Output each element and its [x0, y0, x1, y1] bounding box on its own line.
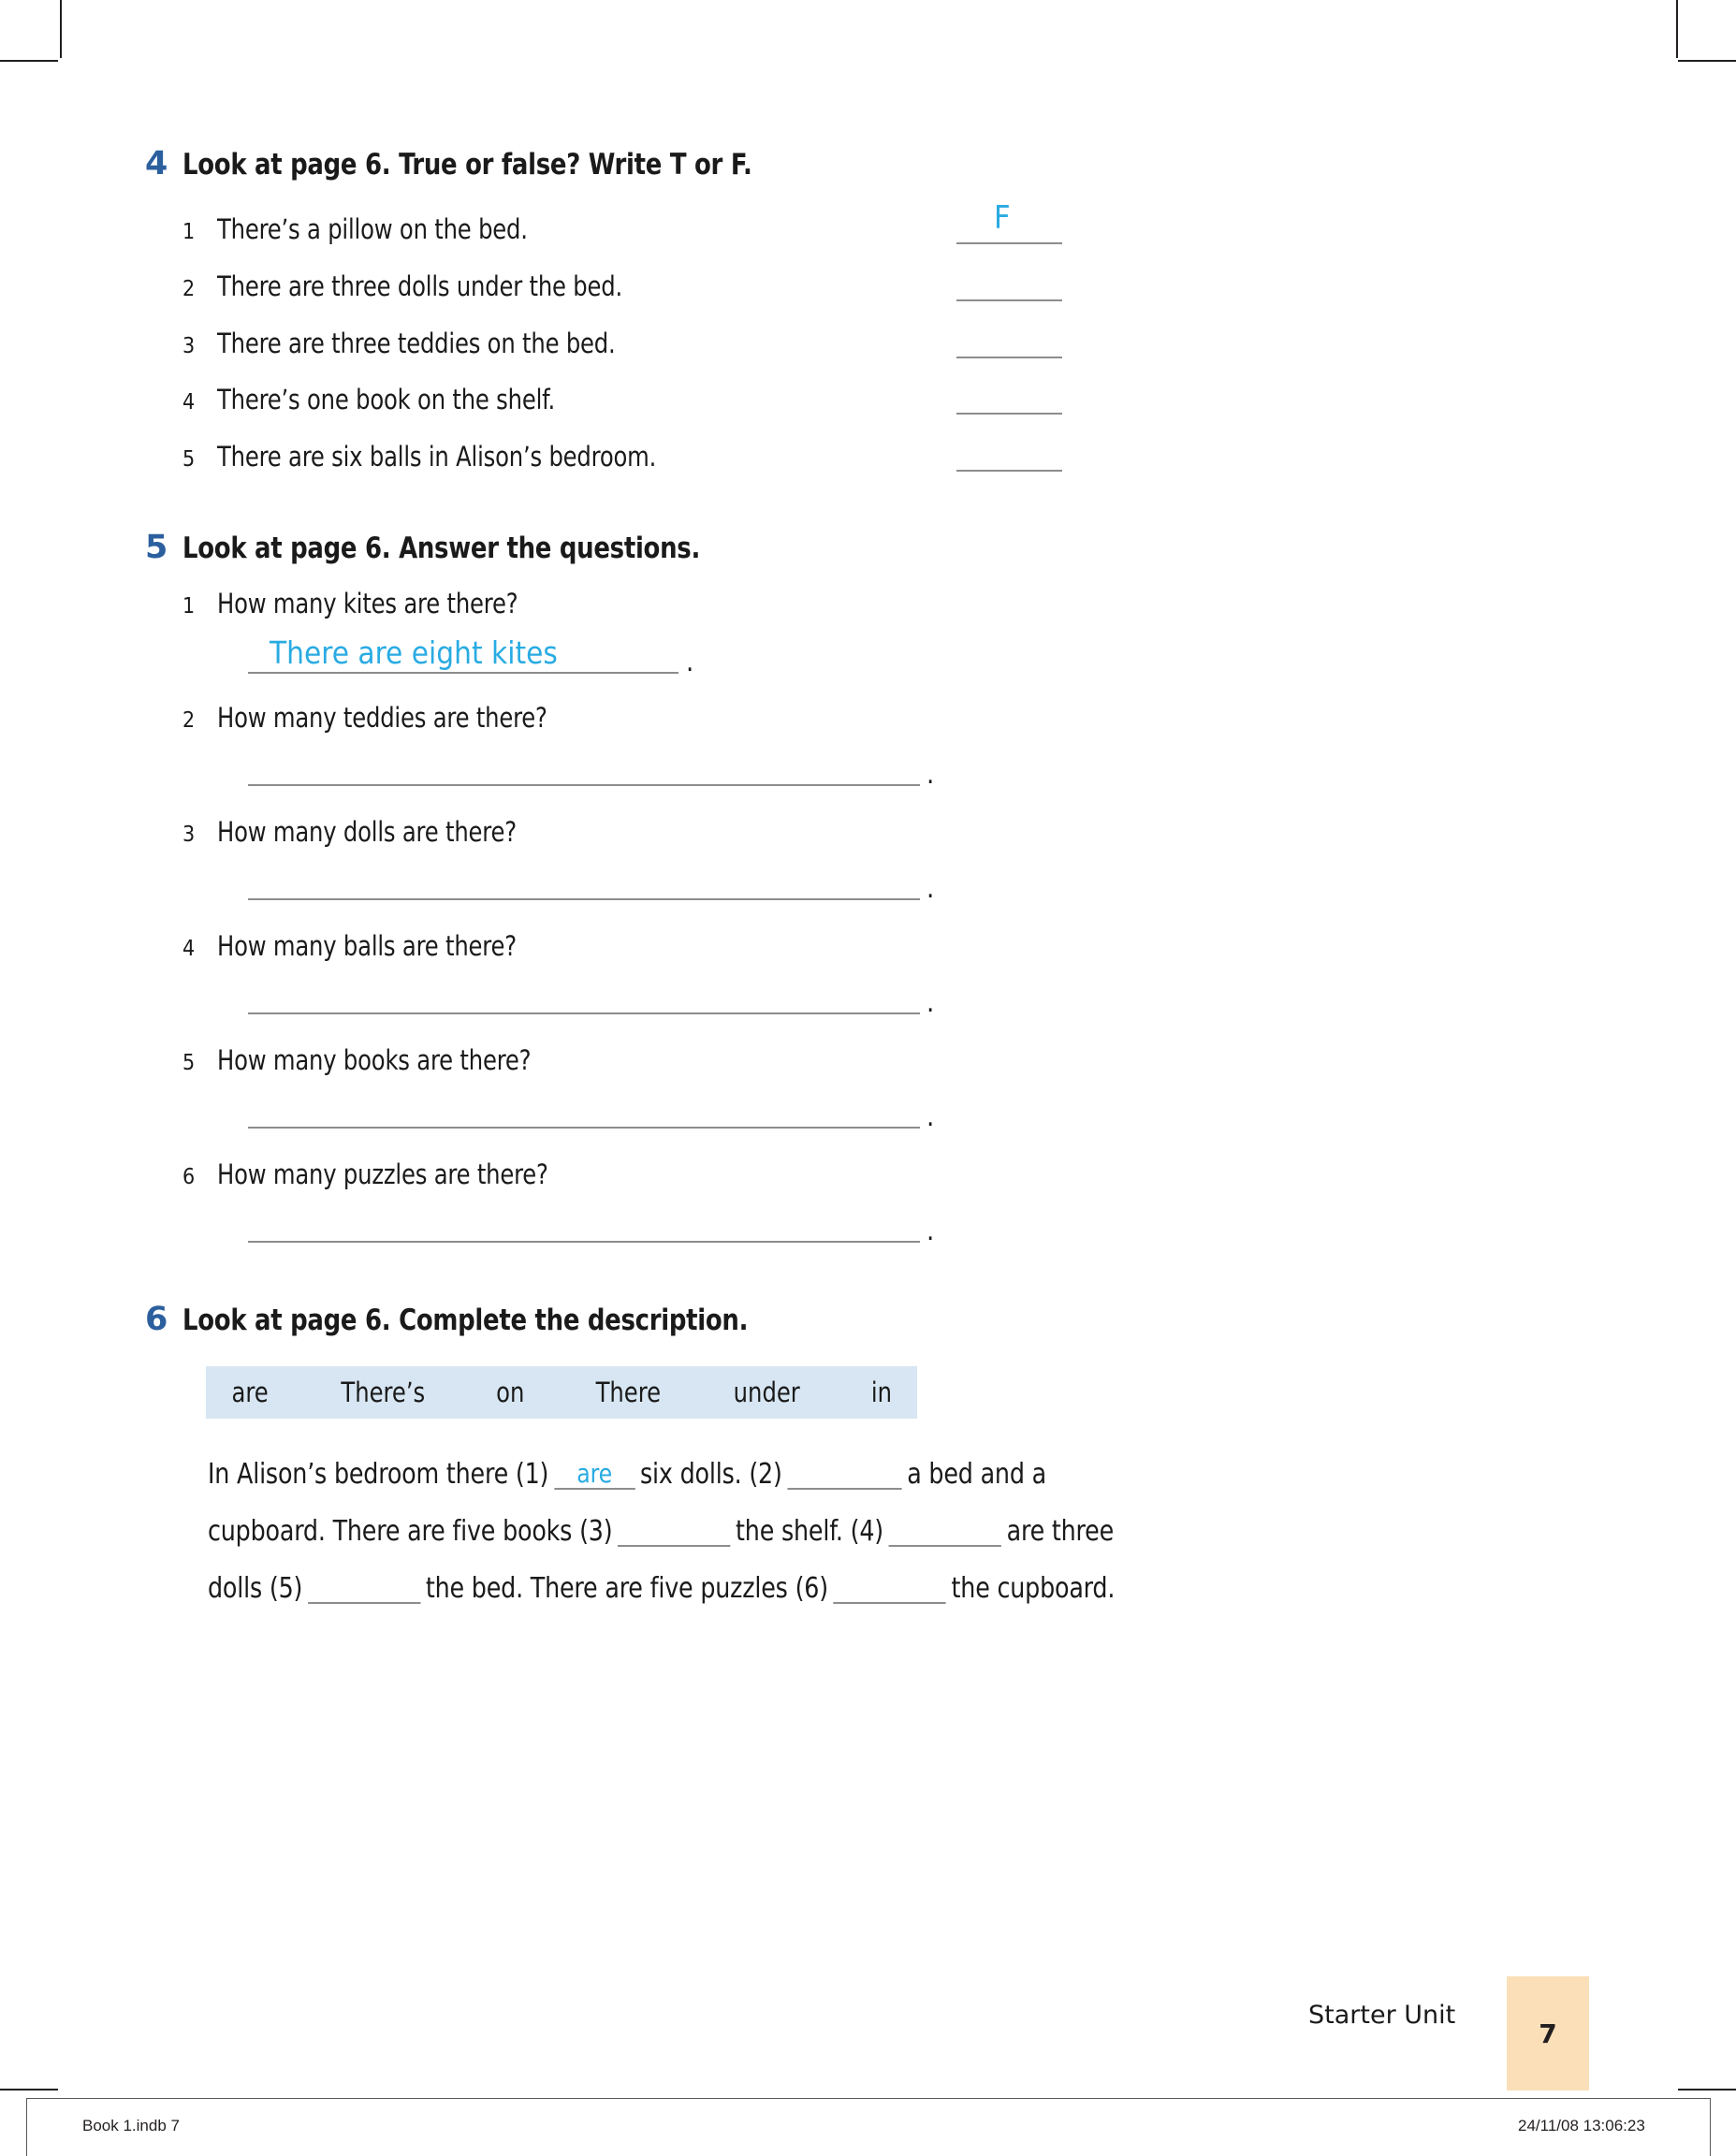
- item-text: There’s a pillow on the bed.: [217, 213, 528, 245]
- word-bank: [206, 1366, 917, 1419]
- exercise-5-item-1: [182, 588, 541, 619]
- item-text: There are three dolls under the bed.: [217, 270, 623, 302]
- exercise-5-item-2: [182, 702, 572, 734]
- exercise-4-answer-1: F: [994, 199, 1011, 237]
- paragraph-line-3: [208, 1560, 1483, 1617]
- item-text: How many teddies are there?: [217, 702, 547, 734]
- exercise-5-item-4: [182, 930, 539, 962]
- exercise-4-number: 4: [145, 145, 168, 182]
- item-text: How many books are there?: [217, 1044, 532, 1076]
- print-timestamp: 24/11/08 13:06:23: [1518, 2117, 1645, 2134]
- paragraph-line-2: [208, 1503, 1483, 1560]
- word-bank-item-in[interactable]: in: [871, 1377, 893, 1408]
- page-number-badge: [1507, 1976, 1589, 2090]
- item-text: There are three teddies on the bed.: [217, 328, 616, 359]
- paragraph-line-1: [208, 1446, 1483, 1503]
- exercise-5-number: 5: [145, 529, 168, 566]
- paragraph-text: are three: [1006, 1515, 1114, 1548]
- exercise-5-period-6: .: [926, 1215, 935, 1246]
- exercise-6-number: 6: [145, 1301, 168, 1338]
- exercise-5-blank-4[interactable]: [248, 1012, 920, 1014]
- crop-mark-right-top: [1678, 60, 1736, 62]
- description-gap-3[interactable]: [618, 1517, 730, 1547]
- paragraph-text: a bed and a: [907, 1458, 1046, 1491]
- page-number: 7: [1539, 2018, 1557, 2049]
- item-text: How many dolls are there?: [217, 816, 517, 848]
- paragraph-text: the bed. There are five puzzles (6): [425, 1572, 828, 1605]
- item-text: There’s one book on the shelf.: [217, 384, 556, 415]
- exercise-5-period-5: .: [926, 1100, 935, 1132]
- exercise-5-blank-1[interactable]: [248, 672, 678, 674]
- crop-mark-top-left: [60, 0, 62, 58]
- exercise-5-item-5: [182, 1044, 555, 1076]
- trim-line-bottom-left: [26, 2098, 27, 2156]
- description-gap-4[interactable]: [889, 1517, 1001, 1547]
- exercise-5: [145, 529, 739, 566]
- item-text: How many kites are there?: [217, 588, 518, 619]
- exercise-4-blank-3[interactable]: [956, 357, 1062, 358]
- exercise-6: [145, 1301, 791, 1338]
- description-gap-6[interactable]: [834, 1574, 946, 1604]
- item-number: 4: [182, 937, 196, 961]
- paragraph-text: six dolls. (2): [640, 1458, 782, 1491]
- print-file-label: Book 1.indb 7: [82, 2117, 180, 2134]
- footer-unit-label: Starter Unit: [1308, 2001, 1456, 2030]
- exercise-4-item-5: [182, 441, 689, 473]
- exercise-5-blank-5[interactable]: [248, 1127, 920, 1129]
- crop-mark-top-right: [1676, 0, 1678, 58]
- item-number: 2: [182, 277, 196, 301]
- description-gap-2[interactable]: [787, 1460, 901, 1490]
- exercise-4-item-1: [182, 213, 551, 245]
- exercise-4-item-4: [182, 384, 580, 415]
- word-bank-item-under[interactable]: under: [734, 1377, 801, 1408]
- word-bank-item-theres[interactable]: There’s: [340, 1377, 425, 1408]
- exercise-4-item-2: [182, 270, 653, 302]
- paragraph-text: In Alison’s bedroom there (1): [208, 1458, 549, 1491]
- exercise-5-period-2: .: [926, 758, 935, 790]
- crop-mark-left-top: [0, 60, 58, 62]
- exercise-5-title: Look at page 6. Answer the questions.: [182, 532, 701, 565]
- exercise-5-blank-6[interactable]: [248, 1241, 920, 1243]
- exercise-5-answer-1: There are eight kites: [270, 634, 558, 671]
- exercise-4-blank-1[interactable]: [956, 242, 1062, 244]
- crop-mark-right-bottom: [1678, 2089, 1736, 2090]
- description-gap-5[interactable]: [308, 1574, 420, 1604]
- item-number: 3: [182, 823, 196, 847]
- item-number: 5: [182, 1051, 196, 1075]
- item-number: 5: [182, 447, 196, 472]
- exercise-5-item-3: [182, 816, 539, 848]
- crop-mark-left-bottom: [0, 2089, 58, 2090]
- exercise-6-heading: [145, 1301, 791, 1338]
- trim-line-bottom-right: [1710, 2098, 1711, 2156]
- exercise-4-blank-5[interactable]: [956, 470, 1062, 472]
- exercise-4: [145, 145, 795, 182]
- word-bank-item-on[interactable]: on: [496, 1377, 525, 1408]
- exercise-5-heading: [145, 529, 739, 566]
- exercise-4-blank-2[interactable]: [956, 299, 1062, 301]
- trim-line-bottom: [26, 2098, 1711, 2099]
- description-gap-1[interactable]: are: [554, 1460, 635, 1490]
- item-number: 3: [182, 334, 196, 358]
- exercise-4-item-3: [182, 328, 646, 359]
- word-bank-item-there[interactable]: There: [595, 1377, 662, 1408]
- item-number: 1: [182, 594, 196, 619]
- item-number: 1: [182, 220, 196, 244]
- paragraph-text: the shelf. (4): [736, 1515, 884, 1548]
- item-text: How many balls are there?: [217, 930, 517, 962]
- word-bank-item-are[interactable]: are: [231, 1377, 269, 1408]
- exercise-5-period-3: .: [926, 872, 935, 904]
- exercise-4-title: Look at page 6. True or false? Write T or F.: [182, 148, 752, 182]
- item-number: 4: [182, 390, 196, 415]
- exercise-5-item-6: [182, 1158, 573, 1190]
- description-paragraph: [208, 1446, 1565, 1617]
- exercise-5-blank-3[interactable]: [248, 898, 920, 900]
- paragraph-text: the cupboard.: [951, 1572, 1116, 1605]
- item-number: 2: [182, 708, 196, 733]
- exercise-4-blank-4[interactable]: [956, 413, 1062, 415]
- exercise-6-title: Look at page 6. Complete the description.: [182, 1304, 749, 1337]
- paragraph-text: cupboard. There are five books (3): [208, 1515, 613, 1548]
- item-number: 6: [182, 1165, 196, 1189]
- exercise-5-period-4: .: [926, 986, 935, 1018]
- item-text: How many puzzles are there?: [217, 1158, 548, 1190]
- exercise-4-heading: [145, 145, 795, 182]
- paragraph-text: dolls (5): [208, 1572, 303, 1605]
- exercise-5-period-1: .: [686, 646, 694, 677]
- exercise-5-blank-2[interactable]: [248, 784, 920, 786]
- item-text: There are six balls in Alison’s bedroom.: [217, 441, 657, 473]
